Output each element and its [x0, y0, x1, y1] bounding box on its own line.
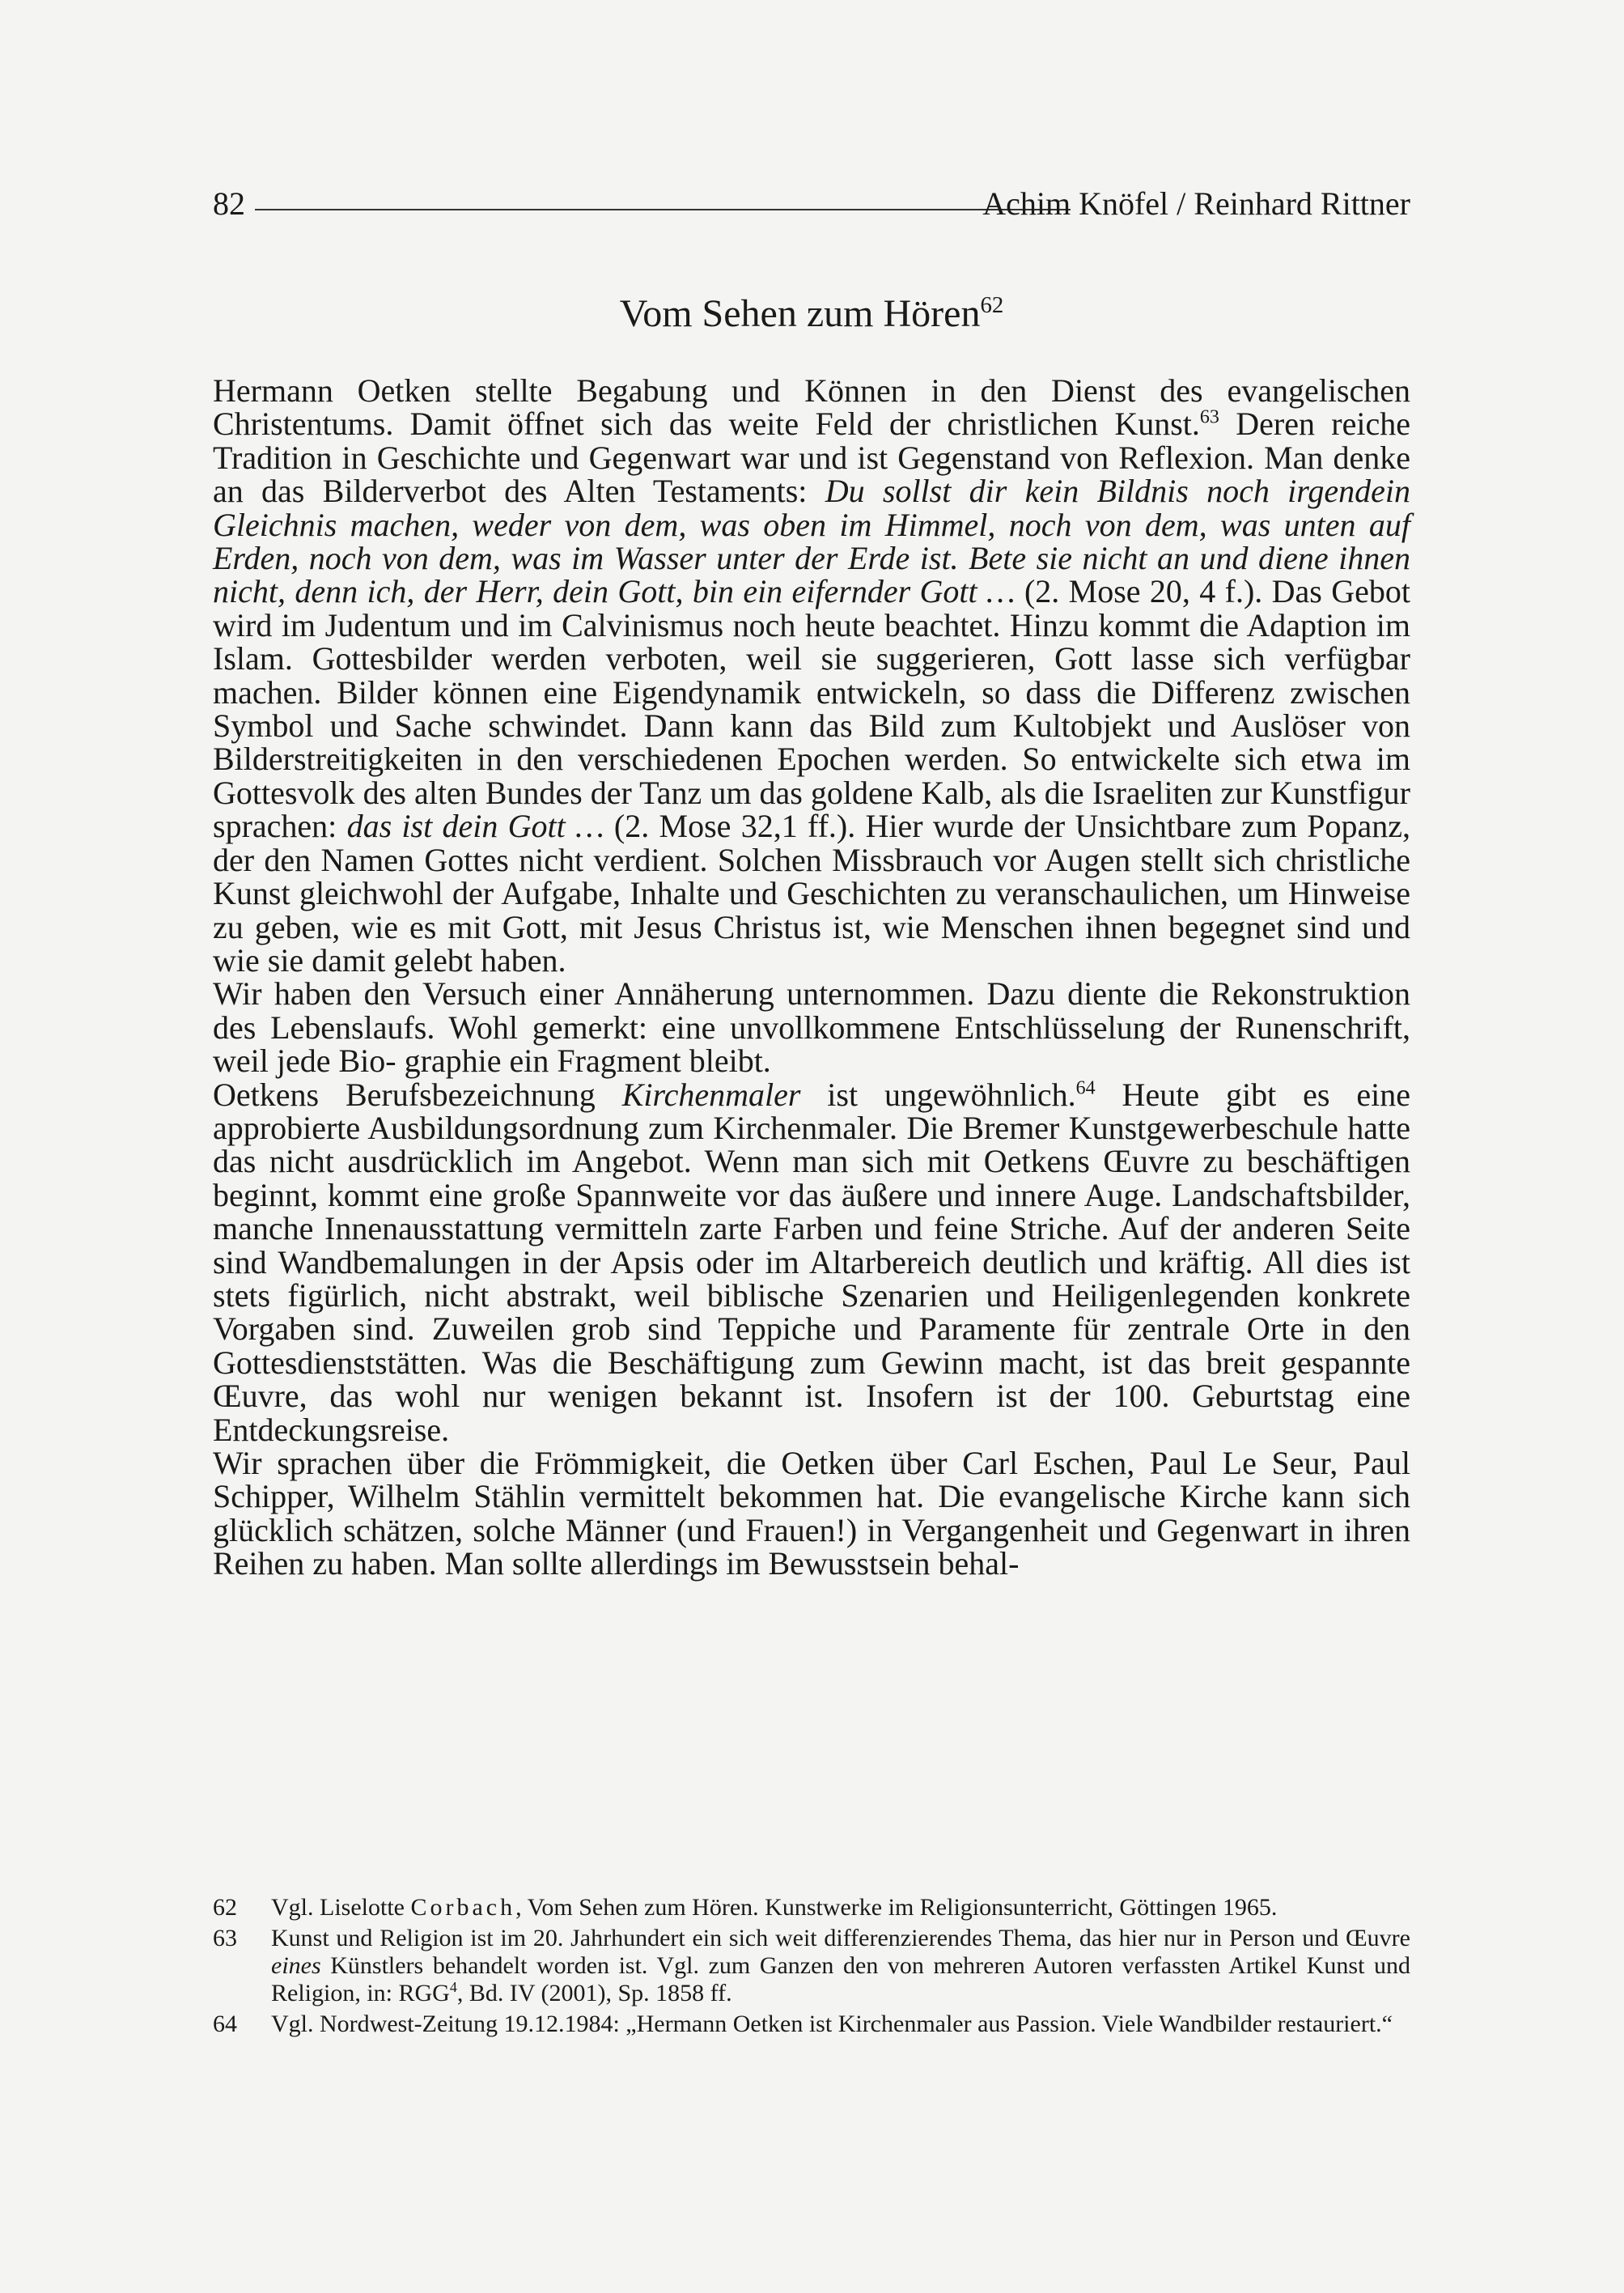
- paragraph-3: [213, 1078, 1410, 1446]
- paragraph-3-text-a: Oetkens Berufsbezeichnung: [213, 1076, 622, 1113]
- paragraph-4: Wir sprachen über die Frömmigkeit, die Oetken über Carl Eschen, Paul Le Seur, Paul Schipper, Wilhelm Stählin vermittelt bekommen hat. Die evangelische Kirche kann sich glücklich schätzen, solche Männer (und Frauen!) in Vergangenheit und Gegenwart in ihren Reihen zu haben. Man sollte allerdings im Bewusstsein behal-: [213, 1445, 1410, 1582]
- bible-quote-exodus-20: Du sollst dir kein Bildnis noch irgendein Gleichnis machen, weder von dem, was oben im Himmel, noch von dem, was unten auf Erden, noch von dem, was im Wasser unter der Erde ist. Bete sie nicht an und diene ihnen nicht, denn ich, der Herr, dein Gott, bin ein eifernder Gott …: [213, 473, 1410, 610]
- footnote-text: [271, 1925, 1410, 2007]
- footnote-text: Vgl. Nordwest-Zeitung 19.12.1984: „Hermann Oetken ist Kirchenmaler aus Passion. Viele Wandbilder restauriert.“: [271, 2011, 1393, 2037]
- footnote-64: [213, 2011, 1410, 2038]
- footnote-ref-63[interactable]: 63: [1199, 407, 1219, 429]
- paragraph-1: [213, 374, 1410, 977]
- footnote-62-text-a: Vgl. Liselotte: [271, 1894, 411, 1921]
- term-kirchenmaler: Kirchenmaler: [621, 1076, 801, 1113]
- section-title-text: Vom Sehen zum Hören: [619, 292, 981, 335]
- footnote-62-text-b: , Vom Sehen zum Hören. Kunstwerke im Religionsunterricht, Göttingen 1965.: [515, 1894, 1278, 1921]
- paragraph-1-text-d: (2. Mose 32,1 ff.). Hier wurde der Unsichtbare zum Popanz, der den Namen Gottes nicht verdient. Solchen Missbrauch vor Augen stellt sich christliche Kunst gleichwohl der Aufgabe, Inhalte und Geschichten zu veranschaulichen, um Hinweise zu geben, wie es mit Gott, mit Jesus Christus ist, wie Menschen ihnen begegnet sind und wie sie damit gelebt haben.: [213, 808, 1411, 979]
- footnote-63-text-c: , Bd. IV (2001), Sp. 1858 ff.: [456, 1980, 732, 2006]
- footnote-63-emphasis: eines: [271, 1952, 321, 1979]
- paragraph-1-text-c: (2. Mose 20, 4 f.). Das Gebot wird im Judentum und im Calvinismus noch heute beachtet. Hinzu kommt die Adaption im Islam. Gottesbilder werden verboten, weil sie suggerieren, Gott lasse sich verfügbar machen. Bilder können eine Eigendynamik entwickeln, so dass die Differenz zwischen Symbol und Sache schwindet. Dann kann das Bild zum Kultobjekt und Auslöser von Bilderstreitigkeiten in den verschiedenen Epochen werden. So entwickelte sich etwa im Gottesvolk des alten Bundes der Tanz um das goldene Kalb, als die Israeliten zur Kunstfigur sprachen:: [213, 573, 1410, 845]
- footnote-62-author: Corbach: [410, 1894, 516, 1921]
- footnote-ref-64[interactable]: 64: [1075, 1077, 1096, 1099]
- paragraph-1-text-a: Hermann Oetken stellte Begabung und Können in den Dienst des evangelischen Christentums. Damit öffnet sich das weite Feld der christlichen Kunst.: [213, 372, 1410, 443]
- page-number: 82: [213, 185, 245, 222]
- bible-quote-exodus-32: das ist dein Gott …: [346, 808, 604, 845]
- paragraph-1-text-b: Deren reiche Tradition in Geschichte und Gegenwart war und ist Gegenstand von Reflexion. Man denke an das Bilderverbot des Alten Testaments:: [213, 406, 1410, 510]
- footnote-number: 62: [213, 1894, 237, 1921]
- section-title: [213, 291, 1410, 336]
- paragraph-3-text-b: ist ungewöhnlich.: [800, 1076, 1076, 1113]
- footnote-number: 63: [213, 1925, 237, 1951]
- footnote-63: [213, 1925, 1410, 2007]
- header-rule: [255, 209, 1071, 210]
- footnote-63-text-b: Künstlers behandelt worden ist. Vgl. zum Ganzen den von mehreren Autoren verfassten Artikel Kunst und Religion, in: RGG: [271, 1952, 1410, 2006]
- footnote-ref-62[interactable]: 62: [980, 292, 1004, 318]
- running-header-authors: Achim Knöfel / Reinhard Rittner: [982, 185, 1410, 222]
- footnote-63-superscript: 4: [449, 1979, 457, 1995]
- footnote-63-text-a: Kunst und Religion ist im 20. Jahrhundert ein sich weit differenzierendes Thema, das hier nur in Person und Œuvre: [271, 1925, 1410, 1951]
- body-text: [213, 374, 1410, 1581]
- running-header: [213, 185, 1410, 233]
- paragraph-3-text-c: Heute gibt es eine approbierte Ausbildungsordnung zum Kirchenmaler. Die Bremer Kunstgewerbeschule hatte das nicht ausdrücklich im Angebot. Wenn man sich mit Oetkens Œuvre zu beschäftigen beginnt, kommt eine große Spannweite vor das äußere und innere Auge. Landschaftsbilder, manche Innenausstattung vermitteln zarte Farben und feine Striche. Auf der anderen Seite sind Wandbemalungen in der Apsis oder im Altarbereich deutlich und kräftig. All dies ist stets figürlich, nicht abstrakt, weil biblische Szenarien und Heiligenlegenden konkrete Vorgaben sind. Zuweilen grob sind Teppiche und Paramente für zentrale Orte in den Gottesdienststätten. Was die Beschäftigung zum Gewinn macht, ist das breit gespannte Œuvre, das wohl nur wenigen bekannt ist. Insofern ist der 100. Geburtstag eine Entdeckungsreise.: [213, 1076, 1410, 1448]
- footnote-number: 64: [213, 2011, 237, 2037]
- paragraph-2: Wir haben den Versuch einer Annäherung unternommen. Dazu diente die Rekonstruktion des Lebenslaufs. Wohl gemerkt: eine unvollkommene Entschlüsselung der Runenschrift, weil jede Bio- graphie ein Fragment bleibt.: [213, 975, 1410, 1080]
- footnotes: [213, 1894, 1410, 2041]
- footnote-62: [213, 1894, 1410, 1921]
- footnote-text: [271, 1894, 1410, 1921]
